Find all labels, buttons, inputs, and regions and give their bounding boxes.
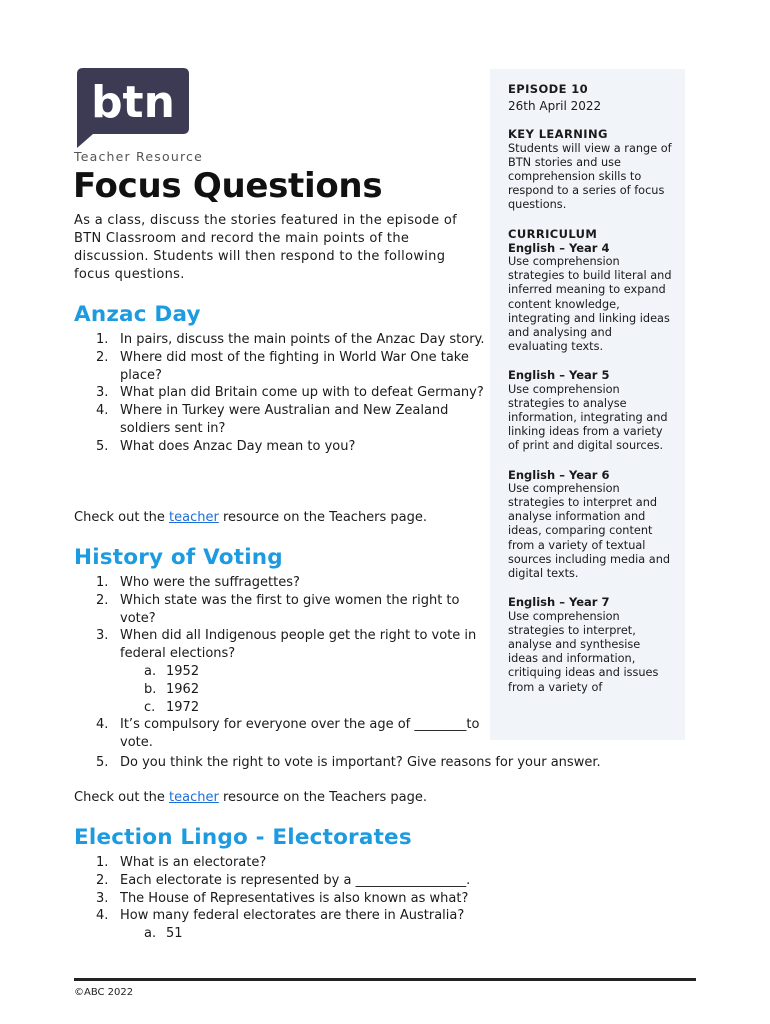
curriculum-heading: CURRICULUM	[508, 226, 598, 241]
teacher-resource-link[interactable]: teacher	[169, 510, 219, 525]
answer-options	[120, 925, 594, 943]
question-number: 5.	[96, 755, 109, 770]
question-item	[74, 438, 494, 456]
footer-copyright: ©ABC 2022	[74, 987, 134, 998]
note-text: resource on the Teachers page.	[218, 790, 428, 805]
curriculum-subject: English – Year 5	[508, 368, 610, 383]
option-text: 1972	[166, 699, 200, 715]
question-item	[74, 754, 674, 772]
question-item	[74, 384, 494, 402]
question-list-election-lingo	[74, 854, 594, 943]
question-text: What does Anzac Day mean to you?	[120, 438, 356, 454]
episode-number: EPISODE 10	[508, 82, 589, 96]
episode-date: 26th April 2022	[508, 99, 602, 114]
question-text: What is an electorate?	[120, 855, 267, 870]
question-text: Do you think the right to vote is important? Give reasons for your answer.	[120, 755, 601, 770]
btn-logo-text: btn	[91, 77, 175, 128]
question-text: The House of Representatives is also known as what?	[120, 890, 469, 906]
question-item	[74, 854, 594, 872]
option-letter: a.	[144, 663, 157, 679]
question-list-history-of-voting-cont	[74, 754, 674, 772]
question-text: Where did most of the fighting in World War One take place?	[120, 349, 469, 383]
resource-type: Teacher Resource	[74, 149, 203, 164]
question-text: Which state was the first to give women the right to vote?	[120, 592, 460, 626]
btn-logo-graphic	[73, 68, 189, 150]
key-learning-text: Students will view a range of BTN stories and use comprehension skills to respond to a series of focus questions.	[508, 141, 672, 212]
question-number: 5.	[96, 438, 109, 454]
episode-sidebar	[490, 69, 685, 740]
curriculum-block	[508, 227, 673, 355]
option-letter: b.	[144, 681, 157, 697]
question-text: Each electorate is represented by a _________________.	[120, 872, 471, 888]
answer-option	[144, 699, 494, 717]
curriculum-item	[508, 368, 673, 453]
question-text: What plan did Britain come up with to defeat Germany?	[120, 385, 484, 401]
curriculum-text: Use comprehension strategies to interpret, analyse and synthesise ideas and information, critiquing ideas and issues from a variety of	[508, 609, 659, 694]
question-item	[74, 907, 594, 943]
btn-logo	[73, 68, 189, 150]
question-text: It’s compulsory for everyone over the age of ________to vote.	[120, 717, 480, 751]
note-text: resource on the Teachers page.	[218, 510, 428, 525]
question-item	[74, 574, 494, 592]
question-text: How many federal electorates are there in Australia?	[120, 908, 465, 924]
question-number: 4.	[96, 403, 109, 419]
question-text: In pairs, discuss the main points of the Anzac Day story.	[120, 332, 485, 347]
question-item	[74, 402, 494, 438]
teacher-resource-note	[74, 510, 427, 525]
question-item	[74, 890, 594, 908]
curriculum-text: Use comprehension strategies to build literal and inferred meaning to expand content knowledge, integrating and linking ideas and analysing and evaluating texts.	[508, 255, 672, 354]
teacher-resource-note	[74, 790, 427, 805]
option-letter: c.	[144, 699, 156, 715]
question-list-history-of-voting	[74, 574, 494, 752]
question-number: 1.	[96, 575, 109, 590]
question-text: Where in Turkey were Australian and New Zealand soldiers sent in?	[120, 403, 449, 436]
question-item	[74, 349, 494, 385]
teacher-resource-link[interactable]: teacher	[169, 790, 219, 805]
section-title-election-lingo: Election Lingo - Electorates	[74, 825, 412, 850]
question-list-anzac-day	[74, 331, 494, 456]
question-number: 3.	[96, 628, 109, 644]
intro-paragraph: As a class, discuss the stories featured in the episode of BTN Classroom and record the main points of the discussion. Students will then respond to the following focus questions.	[74, 213, 457, 282]
question-text: When did all Indigenous people get the right to vote in federal elections?	[120, 628, 477, 662]
key-learning-block	[508, 127, 673, 212]
curriculum-subject: English – Year 4	[508, 240, 610, 255]
answer-option	[144, 663, 494, 681]
curriculum-item	[508, 468, 673, 582]
question-number: 3.	[96, 890, 109, 906]
curriculum-text: Use comprehension strategies to interpret and analyse information and ideas, comparing content from a variety of textual sources including media and digital texts.	[508, 481, 671, 581]
question-item	[74, 627, 494, 716]
page-title: Focus Questions	[73, 166, 383, 206]
curriculum-item	[508, 595, 673, 694]
question-item	[74, 592, 494, 628]
question-number: 2.	[96, 592, 109, 608]
question-number: 3.	[96, 385, 109, 401]
option-text: 1962	[166, 681, 200, 697]
question-item	[74, 331, 494, 349]
note-text: Check out the	[74, 510, 170, 525]
note-text: Check out the	[74, 790, 170, 805]
footer-divider	[74, 978, 696, 981]
question-number: 1.	[96, 332, 109, 347]
question-number: 4.	[96, 717, 109, 733]
question-number: 2.	[96, 872, 109, 888]
question-item	[74, 872, 594, 890]
answer-option	[144, 925, 594, 943]
question-number: 1.	[96, 855, 109, 870]
question-number: 4.	[96, 908, 109, 924]
curriculum-subject: English – Year 7	[508, 595, 610, 610]
curriculum-subject: English – Year 6	[508, 467, 610, 482]
option-text: 51	[166, 926, 183, 942]
section-title-anzac-day: Anzac Day	[74, 302, 201, 327]
option-letter: a.	[144, 926, 157, 942]
answer-option	[144, 681, 494, 699]
key-learning-heading: KEY LEARNING	[508, 127, 608, 142]
answer-options	[120, 663, 494, 716]
question-item	[74, 716, 494, 752]
option-text: 1952	[166, 663, 200, 679]
section-title-history-of-voting: History of Voting	[74, 545, 283, 570]
curriculum-text: Use comprehension strategies to analyse information, integrating and linking ideas from a variety of print and digital sources.	[508, 382, 668, 453]
question-number: 2.	[96, 349, 109, 365]
question-text: Who were the suffragettes?	[120, 575, 300, 590]
